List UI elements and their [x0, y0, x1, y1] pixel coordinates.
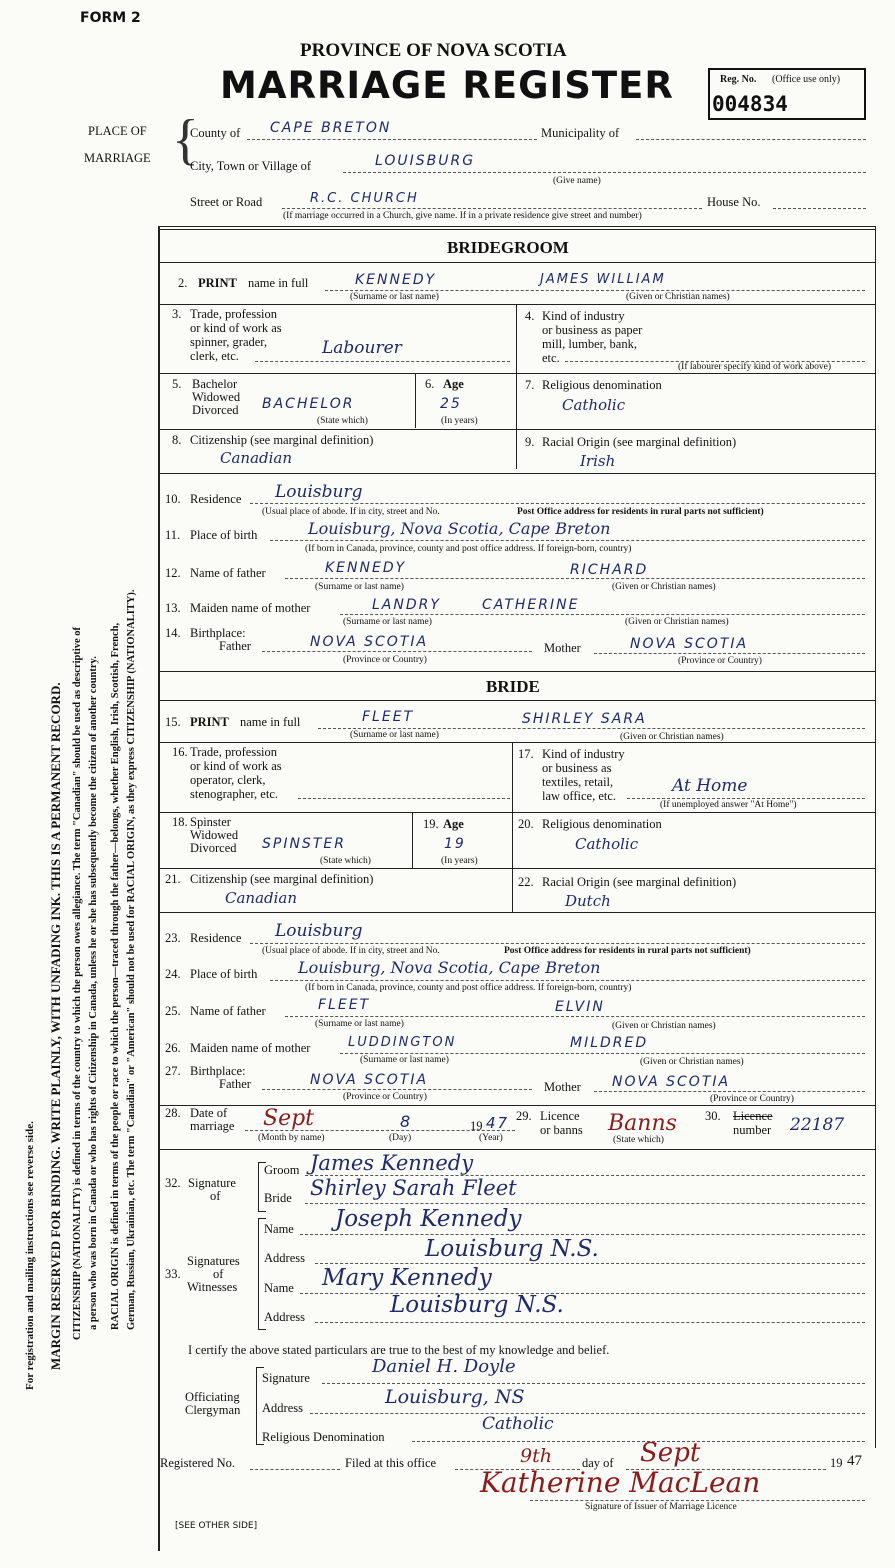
day-of-label: day of: [582, 1456, 614, 1470]
marriage-month: Sept: [263, 1106, 315, 1131]
groom-mother-surname: LANDRY: [372, 597, 441, 613]
field-4-label-4: etc.: [542, 351, 560, 365]
field-14-number: 14.: [165, 626, 181, 640]
groom-origin: Irish: [580, 452, 616, 470]
clergy-signature: Daniel H. Doyle: [372, 1356, 516, 1377]
sidebar-line-5: RACIAL ORIGIN is defined in terms of the people or race to which the person—traced through the father—belongs, whether English, Irish, Scottish, French,: [110, 622, 121, 1330]
witness-2-address: Louisburg N.S.: [390, 1292, 564, 1318]
field-3-label-1: Trade, profession: [190, 307, 278, 321]
field-10-number: 10.: [165, 492, 181, 506]
field-9-label: Racial Origin (see marginal definition): [542, 435, 737, 449]
field-16-label-4: stenographer, etc.: [190, 787, 279, 801]
witness-2-address-label: Address: [264, 1310, 305, 1324]
bride-father-given: ELVIN: [555, 999, 605, 1015]
witness-1-name-label: Name: [264, 1222, 294, 1236]
bride-industry: At Home: [672, 776, 748, 796]
clergyman-label-1: Officiating: [185, 1390, 240, 1404]
field-32-label-2: of: [210, 1189, 221, 1203]
field-8-label: Citizenship (see marginal definition): [190, 433, 374, 447]
clergy-religion-label: Religious Denomination: [262, 1430, 385, 1444]
field-2-print: PRINT: [198, 276, 237, 290]
field-12-number: 12.: [165, 566, 181, 580]
bride-father-birthplace: NOVA SCOTIA: [310, 1072, 429, 1088]
day-hint: (Day): [389, 1133, 412, 1143]
field-28-label-2: marriage: [190, 1119, 235, 1133]
field-33-number: 33.: [165, 1267, 181, 1281]
field-17-hint: (If unemployed answer "At Home"): [660, 800, 797, 810]
field-4-hint: (If labourer specify kind of work above): [678, 362, 831, 372]
see-other-side: [SEE OTHER SIDE]: [175, 1521, 258, 1531]
sidebar-line-2: MARGIN RESERVED FOR BINDING. WRITE PLAINLY, WITH UNFADING INK. THIS IS A PERMANENT RECORD.: [48, 682, 63, 1370]
field-21-label: Citizenship (see marginal definition): [190, 872, 374, 886]
field-27-mother-hint: (Province or Country): [710, 1094, 794, 1104]
field-15-number: 15.: [165, 715, 181, 729]
bride-status-hint: (State which): [320, 856, 371, 866]
witness-1-address: Louisburg N.S.: [425, 1236, 599, 1262]
sidebar-line-6: German, Russian, Ukrainian, etc. The term "Canadian" or "American" should not be used for RACIAL ORIGIN, as they express CITIZENSHIP (NATIONALITY).: [126, 589, 137, 1330]
field-10-label: Residence: [190, 492, 242, 506]
groom-father-birthplace: NOVA SCOTIA: [310, 634, 429, 650]
clergy-religion: Catholic: [482, 1414, 554, 1434]
marriage-year: 47: [486, 1114, 510, 1132]
field-20-number: 20.: [518, 817, 534, 831]
bride-signature: Shirley Sarah Fleet: [310, 1176, 517, 1200]
field-18-number: 18.: [172, 815, 188, 829]
field-25-label: Name of father: [190, 1004, 266, 1018]
field-19-label: Age: [443, 817, 464, 831]
clergy-address: Louisburg, NS: [385, 1386, 525, 1408]
sidebar-line-3: CITIZENSHIP (NATIONALITY) is defined in terms of the country to which the person owes allegiance. The term "Canadian" should be used as descriptive of: [72, 626, 83, 1340]
place-label-1: PLACE OF: [88, 124, 147, 138]
groom-birthplace: Louisburg, Nova Scotia, Cape Breton: [308, 519, 611, 538]
reg-box: [708, 68, 866, 120]
field-32-label-1: Signature: [188, 1176, 236, 1190]
marriage-day: 8: [400, 1112, 413, 1131]
field-10-hint-bold: Post Office address for residents in rural parts not sufficient): [517, 507, 764, 517]
groom-religion: Catholic: [562, 396, 626, 414]
field-9-number: 9.: [525, 435, 535, 449]
page-title: MARRIAGE REGISTER: [220, 64, 674, 107]
field-16-label-1: Trade, profession: [190, 745, 278, 759]
field-12-given-hint: (Given or Christian names): [612, 582, 716, 592]
groom-given: JAMES WILLIAM: [540, 272, 666, 287]
field-14-father-label: Father: [219, 639, 251, 653]
groom-surname: KENNEDY: [355, 272, 437, 288]
bride-father-surname: FLEET: [318, 997, 371, 1013]
banns-hint: (State which): [613, 1135, 664, 1145]
groom-status-hint: (State which): [317, 416, 368, 426]
banns-value: Banns: [608, 1111, 677, 1136]
field-3-number: 3.: [172, 307, 182, 321]
field-3-label-3: spinner, grader,: [190, 335, 268, 349]
bride-sig-label: Bride: [264, 1191, 292, 1205]
field-14-label: Birthplace:: [190, 626, 246, 640]
field-11-hint: (If born in Canada, province, county and post office address. If foreign-born, country): [305, 544, 632, 554]
field-33-label-3: Witnesses: [187, 1280, 238, 1294]
field-7-number: 7.: [525, 378, 535, 392]
field-22-label: Racial Origin (see marginal definition): [542, 875, 737, 889]
field-22-number: 22.: [518, 875, 534, 889]
clergyman-label-2: Clergyman: [185, 1403, 241, 1417]
field-26-number: 26.: [165, 1041, 181, 1055]
county-value: CAPE BRETON: [270, 120, 392, 136]
field-24-number: 24.: [165, 967, 181, 981]
field-30-label-1: Licence: [733, 1109, 773, 1123]
sidebar: [10, 0, 160, 1400]
section-bridegroom: BRIDEGROOM: [447, 238, 569, 257]
city-value: LOUISBURG: [375, 153, 476, 169]
section-bride: BRIDE: [486, 677, 540, 696]
field-18-label-2: Widowed: [190, 828, 239, 842]
bride-status: SPINSTER: [262, 836, 346, 852]
groom-mother-given: CATHERINE: [482, 597, 580, 613]
field-26-given-hint: (Given or Christian names): [640, 1057, 744, 1067]
groom-citizenship: Canadian: [220, 449, 293, 467]
street-label: Street or Road: [190, 195, 263, 209]
field-27-father-hint: (Province or Country): [343, 1092, 427, 1102]
field-2-label: name in full: [248, 276, 309, 290]
field-23-number: 23.: [165, 931, 181, 945]
field-29-number: 29.: [516, 1109, 532, 1123]
year-hint: (Year): [479, 1133, 503, 1143]
field-18-label-3: Divorced: [190, 841, 237, 855]
groom-sig-label: Groom: [264, 1163, 300, 1177]
registered-label: Registered No.: [160, 1456, 235, 1470]
reg-label: Reg. No.: [720, 74, 757, 85]
bride-residence: Louisburg: [275, 921, 363, 941]
field-5-label-2: Widowed: [192, 390, 241, 404]
field-18-label-1: Spinster: [190, 815, 231, 829]
groom-father-surname: KENNEDY: [325, 560, 407, 576]
field-8-number: 8.: [172, 433, 182, 447]
groom-surname-hint: (Surname or last name): [350, 292, 439, 302]
place-brace: {: [172, 109, 199, 171]
field-25-surname-hint: (Surname or last name): [315, 1019, 404, 1029]
field-19-number: 19.: [423, 817, 439, 831]
field-27-father-label: Father: [219, 1077, 251, 1091]
field-10-hint: (Usual place of abode. If in city, street and No.: [262, 507, 440, 517]
field-30-number: 30.: [705, 1109, 721, 1123]
province-heading: PROVINCE OF NOVA SCOTIA: [300, 40, 567, 61]
field-14-mother-label: Mother: [544, 641, 581, 655]
groom-given-hint: (Given or Christian names): [626, 292, 730, 302]
field-27-label: Birthplace:: [190, 1064, 246, 1078]
reg-note: (Office use only): [772, 74, 841, 85]
month-hint: (Month by name): [258, 1133, 325, 1143]
field-20-label: Religious denomination: [542, 817, 662, 831]
certify-statement: I certify the above stated particulars are true to the best of my knowledge and belief.: [188, 1343, 610, 1357]
house-label: House No.: [707, 195, 761, 209]
field-13-surname-hint: (Surname or last name): [343, 617, 432, 627]
field-13-label: Maiden name of mother: [190, 601, 311, 615]
bride-mother-given: MILDRED: [570, 1035, 649, 1051]
witness-1-name: Joseph Kennedy: [335, 1206, 522, 1232]
witness-2-name: Mary Kennedy: [322, 1265, 492, 1291]
bride-age-hint: (In years): [441, 856, 478, 866]
marriage-year-prefix: 19: [470, 1119, 483, 1133]
field-6-number: 6.: [425, 377, 435, 391]
field-5-label-3: Divorced: [192, 403, 239, 417]
groom-age-hint: (In years): [441, 416, 478, 426]
field-17-label-1: Kind of industry: [542, 747, 625, 761]
form-number: FORM 2: [80, 10, 141, 26]
field-21-number: 21.: [165, 872, 181, 886]
groom-trade: Labourer: [322, 338, 402, 358]
bride-birthplace: Louisburg, Nova Scotia, Cape Breton: [298, 958, 601, 977]
groom-mother-birthplace: NOVA SCOTIA: [630, 636, 749, 652]
field-17-number: 17.: [518, 747, 534, 761]
field-4-label-3: mill, lumber, bank,: [542, 337, 637, 351]
filed-day: 9th: [520, 1445, 552, 1467]
field-7-label: Religious denomination: [542, 378, 662, 392]
field-12-surname-hint: (Surname or last name): [315, 582, 404, 592]
field-11-number: 11.: [165, 528, 181, 542]
field-14-mother-hint: (Province or Country): [678, 656, 762, 666]
field-29-label-1: Licence: [540, 1109, 580, 1123]
field-30-label-2: number: [733, 1123, 772, 1137]
field-26-label: Maiden name of mother: [190, 1041, 311, 1055]
field-14-father-hint: (Province or Country): [343, 655, 427, 665]
city-label: City, Town or Village of: [190, 159, 312, 173]
clergy-address-label: Address: [262, 1401, 303, 1415]
bride-citizenship: Canadian: [225, 889, 298, 907]
filed-label: Filed at this office: [345, 1456, 437, 1470]
sidebar-line-4: a person who was born in Canada or who has rights of Citizenship in Canada, unless he or she has subsequently become the citizen of another country.: [88, 656, 99, 1330]
field-16-number: 16.: [172, 745, 188, 759]
field-33-label-2: of: [213, 1267, 224, 1281]
field-3-label-4: clerk, etc.: [190, 349, 239, 363]
field-15-label: name in full: [240, 715, 301, 729]
field-33-label-1: Signatures: [187, 1254, 240, 1268]
street-value: R.C. CHURCH: [310, 191, 419, 206]
field-12-label: Name of father: [190, 566, 266, 580]
field-15-print: PRINT: [190, 715, 229, 729]
bride-given: SHIRLEY SARA: [522, 711, 647, 727]
groom-status: BACHELOR: [262, 396, 355, 412]
field-16-label-3: operator, clerk,: [190, 773, 266, 787]
give-name-hint: (Give name): [553, 176, 601, 186]
field-28-label-1: Date of: [190, 1106, 228, 1120]
field-17-label-2: or business as: [542, 761, 612, 775]
field-28-number: 28.: [165, 1106, 181, 1120]
witness-2-name-label: Name: [264, 1281, 294, 1295]
issuer-label: Signature of Issuer of Marriage Licence: [585, 1502, 737, 1512]
field-4-number: 4.: [525, 309, 535, 323]
filed-month: Sept: [640, 1438, 701, 1468]
field-17-label-4: law office, etc.: [542, 789, 617, 803]
field-26-surname-hint: (Surname or last name): [360, 1055, 449, 1065]
bride-mother-birthplace: NOVA SCOTIA: [612, 1074, 731, 1090]
field-5-number: 5.: [172, 377, 182, 391]
field-23-hint-bold: Post Office address for residents in rural parts not sufficient): [504, 946, 751, 956]
field-4-label-2: or business as paper: [542, 323, 643, 337]
clergy-signature-label: Signature: [262, 1371, 310, 1385]
field-27-mother-label: Mother: [544, 1080, 581, 1094]
field-11-label: Place of birth: [190, 528, 258, 542]
place-label-2: MARRIAGE: [84, 151, 151, 165]
field-2-number: 2.: [178, 276, 188, 290]
field-13-given-hint: (Given or Christian names): [625, 617, 729, 627]
filed-year-prefix: 19: [830, 1456, 843, 1470]
field-29-label-2: or banns: [540, 1123, 583, 1137]
field-17-label-3: textiles, retail,: [542, 775, 614, 789]
witness-1-address-label: Address: [264, 1251, 305, 1265]
bride-religion: Catholic: [575, 835, 639, 853]
field-15-surname-hint: (Surname or last name): [350, 730, 439, 740]
licence-number: 22187: [790, 1115, 845, 1135]
field-23-label: Residence: [190, 931, 242, 945]
filed-year: 47: [847, 1453, 862, 1469]
field-16-label-2: or kind of work as: [190, 759, 282, 773]
groom-father-given: RICHARD: [570, 562, 649, 578]
sidebar-line-1: For registration and mailing instructions see reverse side.: [24, 1121, 36, 1390]
groom-residence: Louisburg: [275, 482, 363, 502]
street-hint: (If marriage occurred in a Church, give name. If in a private residence give street and number): [283, 211, 642, 221]
field-24-hint: (If born in Canada, province, county and post office address. If foreign-born, country): [305, 983, 632, 993]
field-23-hint: (Usual place of abode. If in city, street and No.: [262, 946, 440, 956]
bride-mother-surname: LUDDINGTON: [348, 1035, 457, 1050]
reg-number: 004834: [712, 92, 788, 116]
bride-surname: FLEET: [362, 709, 415, 725]
field-13-number: 13.: [165, 601, 181, 615]
field-4-label-1: Kind of industry: [542, 309, 625, 323]
municipality-label: Municipality of: [541, 126, 620, 140]
field-5-label-1: Bachelor: [192, 377, 238, 391]
field-6-label: Age: [443, 377, 464, 391]
groom-age: 25: [440, 396, 462, 412]
bride-origin: Dutch: [565, 892, 611, 910]
field-3-label-2: or kind of work as: [190, 321, 282, 335]
field-24-label: Place of birth: [190, 967, 258, 981]
field-15-given-hint: (Given or Christian names): [620, 732, 724, 742]
field-27-number: 27.: [165, 1064, 181, 1078]
field-25-given-hint: (Given or Christian names): [612, 1021, 716, 1031]
county-label: County of: [190, 126, 241, 140]
field-25-number: 25.: [165, 1004, 181, 1018]
issuer-signature: Katherine MacLean: [480, 1466, 761, 1499]
bride-age: 19: [444, 836, 466, 852]
groom-signature: James Kennedy: [310, 1151, 474, 1175]
field-32-number: 32.: [165, 1176, 181, 1190]
